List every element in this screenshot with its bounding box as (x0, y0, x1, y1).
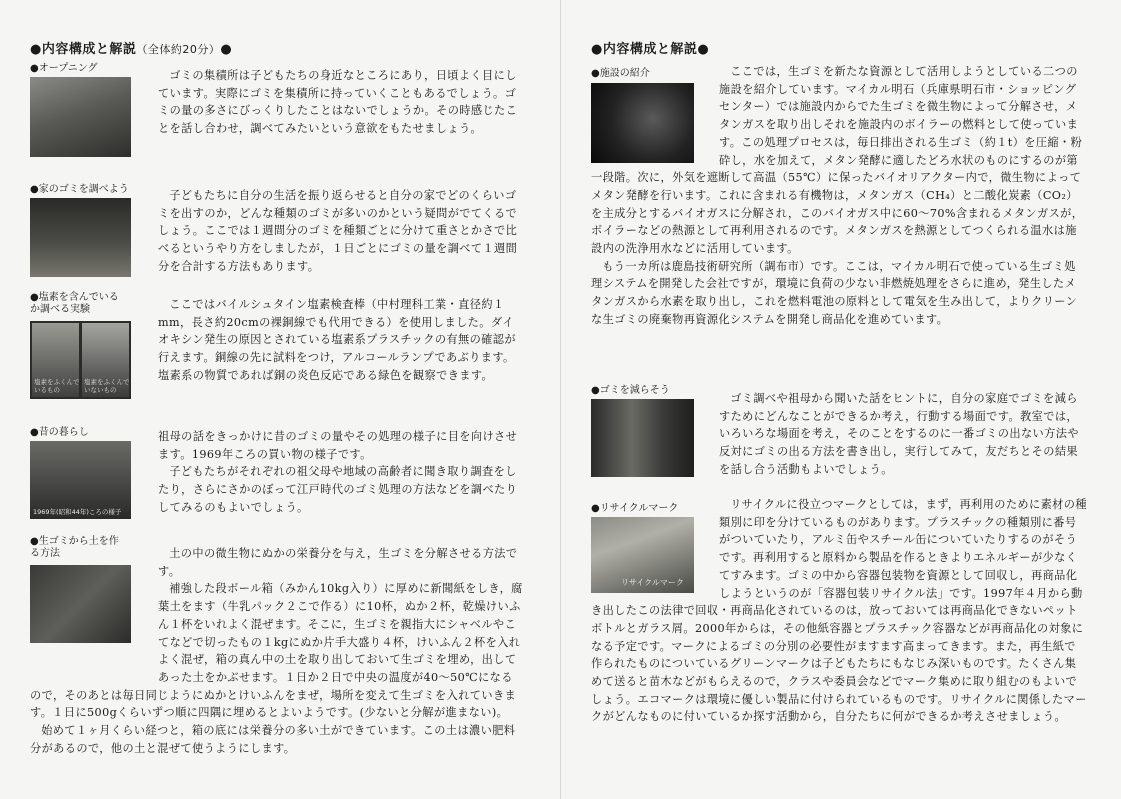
section-label-home-garbage: ●家のゴミを調べよう (30, 184, 129, 195)
section-label-facilities: ●施設の紹介 (591, 68, 650, 79)
photo-caption-chlorine: 塩素をふくんで いるもの (34, 378, 80, 394)
section-text-chlorine-experiment (158, 296, 524, 385)
photo-caption-no-chlorine: 塩素をふくんで いないもの (84, 378, 130, 394)
paragraph: 土の中の微生物にぬかの栄養分を与え，生ゴミを分解させる方法です。 (158, 547, 518, 578)
photo-chlorine-experiment (30, 321, 131, 399)
float-spacer (591, 63, 719, 169)
section-text-recycle-mark (591, 496, 1087, 726)
section-text-facilities (591, 63, 1087, 329)
paragraph-wrapped (30, 580, 524, 722)
section-text-opening (158, 67, 524, 138)
paragraph-text: リサイクルに役立つマークとしては，まず，再利用のために素材の種類別に印を分けているものがあります。プラスチックの種類別に番号がついていたり，アルミ缶やスチール缶についていたりするのがそうです。再利用すると原料から製品を作るときよりエネルギーが少なくてすみます。ゴミの中から容器包装物を資源として回収し，再商品化しようというのが「容器包装リサイクル法」です。1997年４月から動き出したこの法律で回収・再商品化されているのは，放っておいては再商品化できないペットボトルとガラス屑。2000年からは，その他紙容器とプラスチック容器などが再商品化の対象になる予定です。マークによるゴミの分別の必要性がますます高まってきます。また，再生紙で作られたものについているグリーンマークは子どもたちにもなじみ深いものです。たくさん集めて送ると苗木などがもらえるので，クラスや委員会などでマーク集めに取り組むのもよいでしょう。エコマークは環境に優しい製品に付けられているものです。リサイクルに関係したマークがどんなものに付いているか探す活動から，自分たちに何ができるか考えさせましょう。 (591, 498, 1087, 724)
left-heading-title: ●内容構成と解説 (30, 42, 137, 57)
float-spacer (591, 496, 719, 602)
photo-home-garbage (30, 198, 131, 277)
photo-opening (30, 77, 131, 157)
paragraph: ゴミ調べや祖母から聞いた話をヒントに，自分の家庭でゴミを減らすためにどんなことができるか考え，行動する場面です。教室では，いろいろな場面を考え，そのことをするのに一番ゴミの出ない方法や反対にゴミの出る方法を書き出し，実行してみて，友だちとその結果を話し合う活動もよいでしょう。 (719, 392, 1079, 476)
paragraph: ゴミの集積所は子どもたちの身近なところにあり，日頃よく目にしています。実際にゴミを集積所に持っていくこともあるでしょう。ゴミの量の多さにびっくりしたことはないでしょうか。その時感じたことを話し合わせ，調べてみたいという意欲をもたせましょう。 (158, 69, 518, 136)
right-heading: ●内容構成と解説● (591, 42, 710, 57)
section-label-old-days: ●昔の暮らし (30, 427, 89, 438)
section-label-compost: ●生ゴミから土を作 る方法 (30, 536, 119, 559)
section-label-reduce-garbage: ●ゴミを減らそう (591, 385, 670, 396)
section-text-old-days (158, 428, 524, 517)
left-heading-subtitle: （全体約20分） (136, 43, 221, 56)
left-heading-tail: ● (220, 42, 233, 57)
section-label-opening: ●オープニング (30, 63, 98, 74)
paragraph: もう一カ所は鹿島技術研究所（調布市）です。ここは，マイカル明石で使っている生ゴミ処理システムを開発した会社ですが，環境に負荷の少ない非燃焼処理をさらに進め，発生したメタンガスから水素を取り出し，これを燃料電池の原料として電気を生み出して，よりクリーンな生ゴミの廃棄物再資源化システムを開発し商品化を進めています。 (591, 259, 1078, 326)
photo-old-days (30, 441, 131, 519)
photo-caption-1969: 1969年(昭和44年)ころの様子 (33, 508, 122, 516)
section-text-reduce-garbage (719, 390, 1087, 479)
photo-reduce-garbage (591, 399, 694, 477)
section-text-home-garbage (158, 187, 524, 276)
paragraph-text: ここでは，生ゴミを新たな資源として活用しようとしている二つの施設を紹介しています。マイカル明石（兵庫県明石市・ショッピングセンター）では施設内からでた生ゴミを微生物によって分解させ，メタンガスを取り出しそれを施設内のボイラーの燃料として使っています。この処理プロセスは，毎日排出される生ゴミ（約１t）を圧縮・粉砕し，水を加えて，メタン発酵に適したどろ水状のものにするのが第一段階。次に，外気を遮断して高温（55℃）に保ったバイオリアクター内で，微生物によってメタン発酵を行います。これに含まれる有機物は，メタンガス（CH₄）と二酸化炭素（CO₂）を主成分とするバイオガスに分解され，このバイオガス中に60～70%含まれるメタンガスが，ボイラーなどの熱源として再利用されるのです。メタンガスを熱源としてつくられる温水は施設内の洗浄用水などに活用しています。 (591, 65, 1084, 256)
paragraph: 子どもたちがそれぞれの祖父母や地域の高齢者に聞き取り調査をしたり，さらにさかのぼって江戸時代のゴミ処理の方法などを調べたりしてみるのもよいでしょう。 (158, 465, 518, 514)
photo-caption-recycle-mark: リサイクルマーク (621, 578, 684, 587)
paragraph-wrapped (591, 496, 1087, 726)
section-label-chlorine-experiment: ●塩素を含んでいる か調べる実験 (30, 292, 119, 315)
right-page (560, 0, 1121, 799)
paragraph: 子どもたちに自分の生活を振り返らせると自分の家でどのくらいゴミを出すのか，どんな種類のゴミが多いのかという疑問がでてくるでしょう。ここでは１週間分のゴミを種類ごとに分けて重さとかさで比べるというやり方をしましたが，１日ごとにゴミの量を調べて１週間分を合計する方法もあります。 (158, 189, 518, 273)
paragraph: ここではバイルシュタイン塩素検査棒（中村理科工業・直径約１mm，長さ約20cmの裸銅線でも代用できる）を使用しました。ダイオキシン発生の原因とされている塩素系プラスチックの有無の確認が行えます。銅線の先に試料をつけ，アルコールランプであぶります。塩素系の物質であれば銅の炎色反応である緑色を観察できます。 (158, 298, 516, 382)
left-page (0, 0, 560, 799)
section-text-compost (30, 545, 524, 757)
paragraph: 始めて１ヶ月くらい経つと，箱の底には栄養分の多い土ができています。この土は濃い肥料分があるので，他の土と混ぜて使うようにします。 (30, 724, 516, 755)
paragraph-text: 補強した段ボール箱（みかん10kg入り）に厚めに新聞紙をしき，腐葉土をます（牛乳パック２こで作る）に10杯，ぬか２杯，乾燥けいふん１杯をいれよく混ぜます。そこに，生ゴミを親指大にシャベルやこてなどで切ったもの１kgにぬか片手大盛り４杯，けいふん２杯を入れよく混ぜ，箱の真ん中の土を取り出しておいて生ゴミを埋め，出してあった土をかぶせます。１日か２日で中央の温度が40～50℃になるので，そのあとは毎日同じようにぬかとけいふんをまぜ，場所を変えて生ゴミを入れていきます。１日に500gくらいずつ順に四隅に埋めるとよいようです。(少ないと分解が進まない)。 (30, 582, 523, 720)
float-spacer (30, 580, 158, 686)
section-label-recycle-mark: ●リサイクルマーク (591, 503, 679, 514)
left-heading (30, 38, 232, 57)
paragraph: 祖母の話をきっかけに昔のゴミの量やその処理の様子に目を向けさせます。1969年ころの買い物の様子です。 (158, 430, 518, 461)
paragraph-wrapped (591, 63, 1087, 258)
